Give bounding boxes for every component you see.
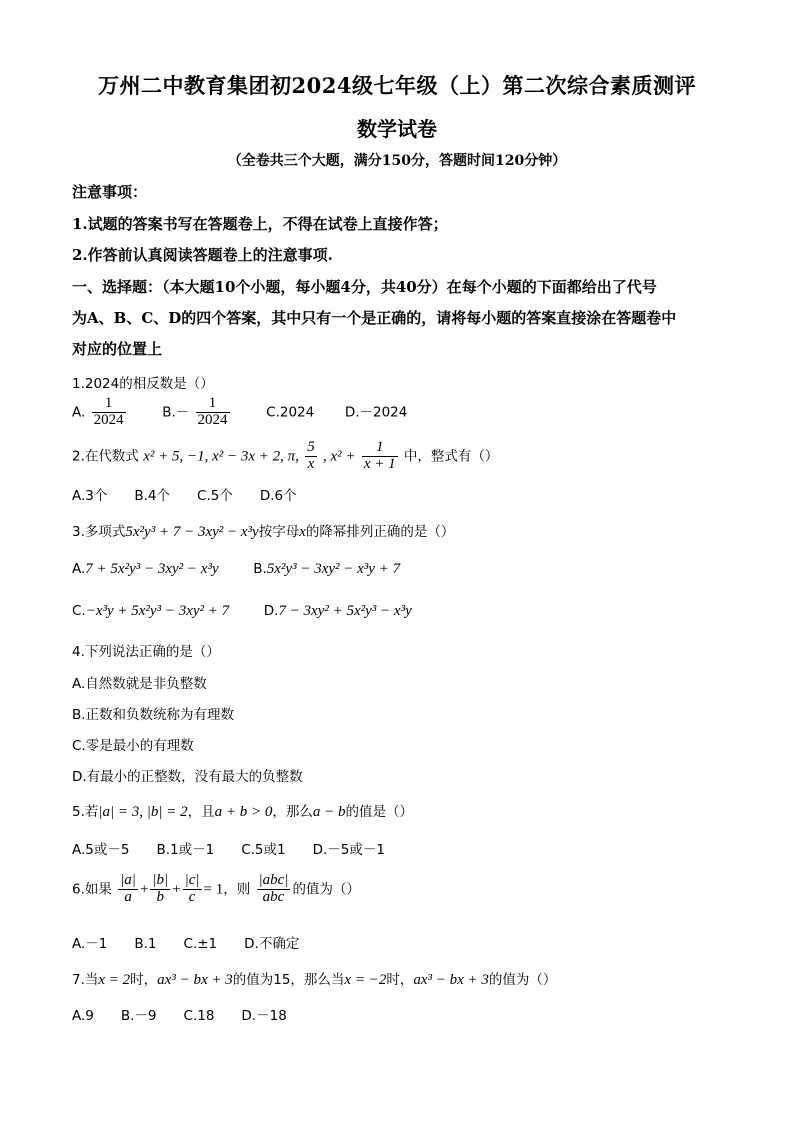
q1-option-a-label: A. bbox=[72, 404, 86, 421]
exam-info: （全卷共三个大题，满分150分，答题时间120分钟） bbox=[227, 153, 567, 169]
q2-options: A.3个 B.4个 C.5个 D.6个 bbox=[72, 488, 297, 504]
q2-fraction-5-over-x bbox=[305, 440, 317, 473]
exam-title: 万州二中教育集团初2024级七年级（上）第二次综合素质测评 bbox=[98, 73, 696, 98]
q1-b-numerator: 1 bbox=[196, 396, 230, 413]
q1-a-numerator: 1 bbox=[92, 396, 126, 413]
section-heading-line-1: 一、选择题：（本大题10个小题，每小题4分，共40分）在每个小题的下面都给出了代号 bbox=[72, 278, 657, 296]
q2-mid: , x² + bbox=[323, 448, 356, 465]
q3-suffix: 的降幂排列正确的是（） bbox=[305, 524, 455, 540]
q3-a-label: A. bbox=[72, 561, 86, 577]
q1-option-c: C.2024 bbox=[266, 404, 315, 421]
q3-d-label: D. bbox=[263, 603, 279, 619]
notice-heading: 注意事项： bbox=[72, 183, 148, 201]
q6-eq-tail: = 1 bbox=[203, 881, 224, 898]
q6-num-abc: |abc| bbox=[258, 872, 289, 888]
section-heading-line-2: 为A、B、C、D的四个答案，其中只有一个是正确的，请将每小题的答案直接涂在答题卷中 bbox=[72, 309, 677, 327]
q2-suffix: 中，整式有（） bbox=[403, 448, 499, 465]
q4-option-c: C.零是最小的有理数 bbox=[72, 738, 194, 754]
q5-expression: a − b bbox=[312, 804, 346, 820]
q3-a-expr: 7 + 5x²y³ − 3xy² − x³y bbox=[85, 561, 219, 577]
q5-suffix: 的值是（） bbox=[345, 804, 414, 820]
q1-b-denominator: 2024 bbox=[197, 411, 228, 428]
q7-prefix: 7.当 bbox=[72, 972, 99, 988]
q3-c-expr: −x³y + 5x²y³ − 3xy² + 7 bbox=[85, 603, 230, 619]
notice-item-2: 2.作答前认真阅读答题卷上的注意事项. bbox=[72, 246, 333, 264]
q3-b-expr: 5x²y³ − 3xy² − x³y + 7 bbox=[266, 561, 401, 577]
q6-suffix: 的值为（） bbox=[292, 881, 360, 898]
q6-frac-abc bbox=[257, 873, 291, 906]
q1-options bbox=[72, 396, 407, 429]
q3-options-row-1 bbox=[72, 561, 400, 578]
q7-t4: 的值为（） bbox=[488, 972, 557, 988]
q6-stem: 6.如果 $\frac{|a|}{a}$ + $\frac{|b|}{b}$ + $\frac{|c|}{c}$ = 1，则 $\frac{\text{|abc|}}{\text{abc}}$ 的值为（） bbox=[72, 872, 360, 905]
q6-frac-a bbox=[118, 873, 138, 906]
q1-option-d: D.－2024 bbox=[344, 404, 408, 421]
q2-f2-denominator: x + 1 bbox=[363, 455, 396, 472]
section-heading-line-3: 对应的位置上 bbox=[72, 340, 163, 358]
q6-mid: ，则 bbox=[223, 881, 251, 898]
q4-option-a: A.自然数就是非负整数 bbox=[72, 676, 207, 692]
q7-t1: 时， bbox=[130, 972, 158, 988]
q3-b-label: B. bbox=[253, 561, 267, 577]
q6-frac-b bbox=[150, 873, 170, 906]
q5-condition-2: a + b > 0 bbox=[214, 804, 273, 820]
subject-title: 数学试卷 bbox=[357, 117, 437, 141]
notice-item-1: 1.试题的答案书写在答题卷上，不得在试卷上直接作答； bbox=[72, 215, 448, 233]
q3-d-expr: 7 − 3xy² + 5x²y³ − x³y bbox=[278, 603, 412, 619]
q5-stem bbox=[72, 800, 413, 821]
q1-stem: 1.2024的相反数是（） bbox=[72, 376, 214, 392]
q6-prefix: 6.如果 bbox=[72, 881, 112, 898]
q7-stem bbox=[72, 968, 556, 989]
q5-mid: ，且 bbox=[187, 804, 215, 820]
q6-num-c: |c| bbox=[184, 872, 200, 888]
q7-expr1: ax³ − bx + 3 bbox=[157, 972, 233, 988]
q3-polynomial: 5x²y³ + 7 − 3xy² − x³y bbox=[125, 524, 259, 540]
q1-option-b-fraction bbox=[196, 396, 230, 429]
q6-den-a: a bbox=[124, 888, 132, 905]
q6-den-c: c bbox=[188, 888, 196, 905]
q6-num-a: |a| bbox=[120, 872, 136, 888]
q2-f1-numerator: 5 bbox=[307, 439, 315, 455]
q5-options: A.5或－5 B.1或－1 C.5或1 D.－5或－1 bbox=[72, 842, 385, 858]
q6-den-abc: abc bbox=[262, 888, 285, 905]
q7-options: A.9 B.－9 C.18 D.－18 bbox=[72, 1008, 287, 1024]
q7-x2: x = −2 bbox=[344, 972, 387, 988]
q3-c-label: C. bbox=[72, 603, 86, 619]
q1-a-denominator: 2024 bbox=[93, 411, 124, 428]
q6-frac-c bbox=[183, 873, 202, 906]
q6-den-b: b bbox=[156, 888, 165, 905]
q1-option-a-fraction bbox=[92, 396, 126, 429]
q3-stem bbox=[72, 520, 454, 541]
q5-condition: |a| = 3, |b| = 2 bbox=[98, 804, 188, 820]
q7-expr2: ax³ − bx + 3 bbox=[413, 972, 489, 988]
q1-option-b-label: B.－ bbox=[162, 404, 190, 421]
q3-letter: x bbox=[299, 524, 306, 540]
q3-options-row-2 bbox=[72, 603, 412, 620]
q4-stem: 4.下列说法正确的是（） bbox=[72, 644, 220, 660]
q2-expressions: x² + 5, −1, x² − 3x + 2, π, bbox=[143, 448, 299, 465]
q5-prefix: 5.若 bbox=[72, 804, 99, 820]
q3-middle: 按字母 bbox=[258, 524, 300, 540]
q2-stem bbox=[72, 440, 498, 473]
q7-t3: 时， bbox=[386, 972, 414, 988]
q3-prefix: 3.多项式 bbox=[72, 524, 126, 540]
q2-fraction-1-over-x-plus-1 bbox=[362, 440, 398, 473]
q7-x1: x = 2 bbox=[98, 972, 131, 988]
q2-f1-denominator: x bbox=[307, 455, 315, 472]
q4-option-d: D.有最小的正整数，没有最大的负整数 bbox=[72, 769, 303, 785]
q5-mid2: ，那么 bbox=[272, 804, 313, 820]
q7-t2: 的值为15，那么当 bbox=[232, 972, 345, 988]
q2-f2-numerator: 1 bbox=[362, 440, 398, 457]
q6-options: A.－1 B.1 C.±1 D.不确定 bbox=[72, 936, 300, 952]
q6-num-b: |b| bbox=[152, 872, 169, 888]
q2-prefix: 2.在代数式 bbox=[72, 448, 139, 465]
q4-option-b: B.正数和负数统称为有理数 bbox=[72, 707, 235, 723]
